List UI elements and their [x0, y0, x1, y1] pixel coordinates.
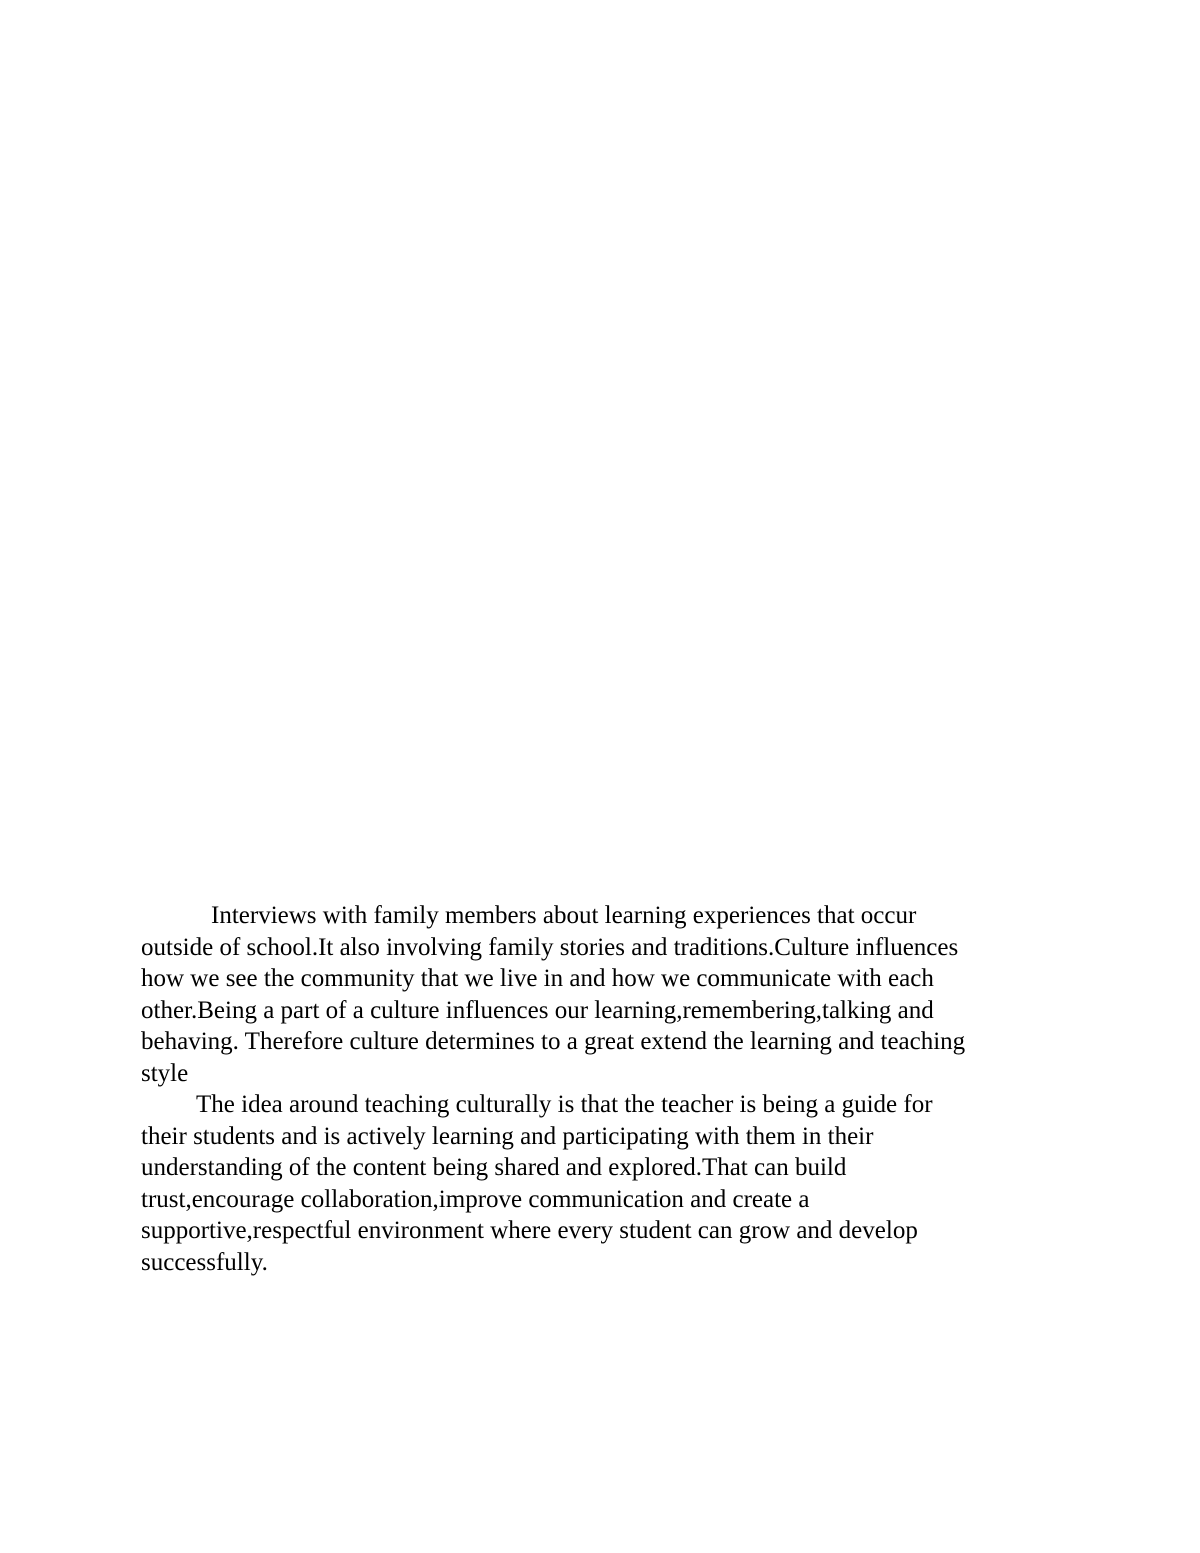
text-line: their students and is actively learning and participating with them in their [141, 1122, 874, 1150]
text-line: style [141, 1059, 189, 1087]
text-line: behaving. Therefore culture determines to a great extend the learning and teaching [141, 1028, 966, 1055]
text-line: understanding of the content being shared and explored.That can build [141, 1154, 847, 1181]
text-line: The idea around teaching culturally is that the teacher is being a guide for [196, 1091, 933, 1118]
paragraph-2 [141, 1089, 1053, 1278]
text-line: how we see the community that we live in and how we communicate with each [141, 965, 934, 992]
body-text [141, 900, 1053, 1278]
text-line: supportive,respectful environment where every student can grow and develop [141, 1217, 918, 1244]
text-line: Interviews with family members about learning experiences that occur [211, 902, 917, 929]
text-line: outside of school.It also involving family stories and traditions.Culture influences [141, 933, 959, 961]
paragraph-1 [141, 900, 1053, 1089]
text-line: trust,encourage collaboration,improve communication and create a [141, 1185, 810, 1213]
text-line: other.Being a part of a culture influences our learning,remembering,talking and [141, 996, 934, 1024]
text-line: successfully. [141, 1248, 268, 1276]
